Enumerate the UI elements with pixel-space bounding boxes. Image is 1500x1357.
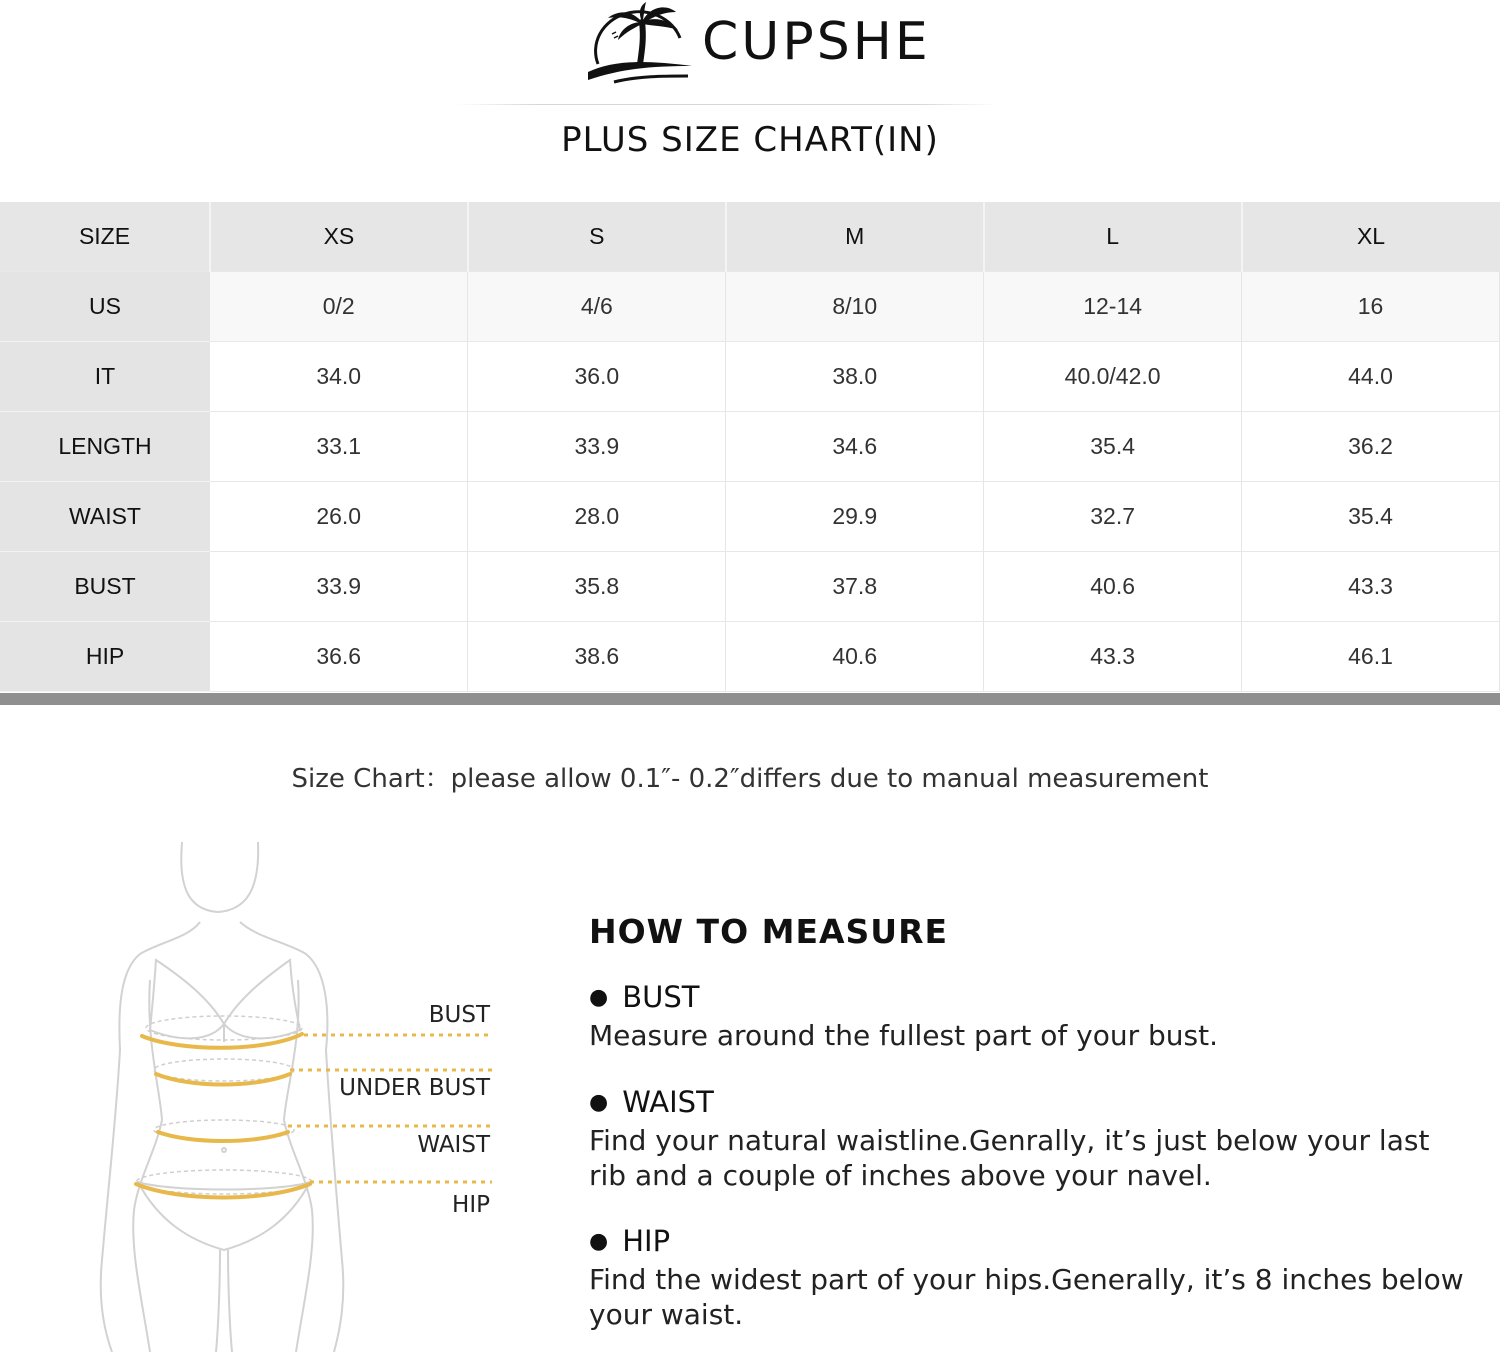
table-cell: 29.9 (726, 482, 984, 552)
palm-tree-island-icon (584, 2, 696, 86)
column-header: M (726, 202, 984, 272)
figure-label-hip: HIP (452, 1192, 490, 1218)
table-row (0, 552, 1500, 622)
table-cell: 34.6 (726, 412, 984, 482)
row-label: BUST (0, 552, 210, 622)
measure-item-waist (589, 1085, 1469, 1193)
column-header: XL (1242, 202, 1500, 272)
row-label: HIP (0, 622, 210, 692)
table-cell: 35.4 (984, 412, 1242, 482)
table-row (0, 482, 1500, 552)
table-row (0, 342, 1500, 412)
body-measurement-figure (90, 830, 510, 1352)
measure-item-name: BUST (622, 980, 700, 1014)
table-cell: 33.9 (468, 412, 726, 482)
column-header: L (984, 202, 1242, 272)
table-row (0, 622, 1500, 692)
table-cell: 38.6 (468, 622, 726, 692)
table-cell: 36.6 (210, 622, 468, 692)
measurement-note: Size Chart：please allow 0.1″- 0.2″differs due to manual measurement (291, 764, 1209, 794)
table-cell: 43.3 (984, 622, 1242, 692)
table-cell: 33.9 (210, 552, 468, 622)
measure-item-text: Measure around the fullest part of your bust. (589, 1019, 1219, 1052)
row-label: WAIST (0, 482, 210, 552)
table-cell: 8/10 (726, 272, 984, 342)
table-cell: 34.0 (210, 342, 468, 412)
section-title: HOW TO MEASURE (589, 912, 949, 951)
brand-name: CUPSHE (702, 12, 931, 72)
table-cell: 40.6 (984, 552, 1242, 622)
table-cell: 36.0 (468, 342, 726, 412)
row-label: US (0, 272, 210, 342)
column-header: S (468, 202, 726, 272)
measure-item-text: Find the widest part of your hips.Generally, it’s 8 inches below your waist. (589, 1263, 1464, 1331)
bullet-icon: ● (589, 1229, 609, 1254)
row-label: LENGTH (0, 412, 210, 482)
measure-item-hip (589, 1224, 1469, 1332)
how-to-measure-section (589, 912, 1469, 1331)
table-cell: 32.7 (984, 482, 1242, 552)
table-cell: 37.8 (726, 552, 984, 622)
table-cell: 33.1 (210, 412, 468, 482)
measure-item-text: Find your natural waistline.Genrally, it’s just below your last rib and a couple of inches above your navel. (589, 1124, 1430, 1192)
table-cell: 26.0 (210, 482, 468, 552)
table-header-row (0, 202, 1500, 272)
size-chart-table (0, 202, 1500, 692)
table-cell: 36.2 (1242, 412, 1500, 482)
table-cell: 44.0 (1242, 342, 1500, 412)
figure-label-waist: WAIST (417, 1132, 490, 1158)
table-cell: 43.3 (1242, 552, 1500, 622)
table-cell: 40.0/42.0 (984, 342, 1242, 412)
table-row (0, 412, 1500, 482)
bullet-icon: ● (589, 985, 609, 1010)
figure-label-under-bust: UNDER BUST (339, 1075, 490, 1101)
page-title: PLUS SIZE CHART(IN) (561, 120, 939, 160)
table-cell: 38.0 (726, 342, 984, 412)
table-cell: 28.0 (468, 482, 726, 552)
column-header-size: SIZE (0, 202, 210, 272)
bullet-icon: ● (589, 1090, 609, 1115)
table-cell: 16 (1242, 272, 1500, 342)
table-cell: 0/2 (210, 272, 468, 342)
table-cell: 46.1 (1242, 622, 1500, 692)
table-bottom-bar (0, 693, 1500, 705)
table-cell: 35.8 (468, 552, 726, 622)
row-label: IT (0, 342, 210, 412)
table-cell: 35.4 (1242, 482, 1500, 552)
measure-item-bust (589, 980, 1469, 1053)
column-header: XS (210, 202, 468, 272)
brand-logo (584, 2, 931, 86)
table-row (0, 272, 1500, 342)
measure-item-name: WAIST (622, 1085, 714, 1119)
table-cell: 12-14 (984, 272, 1242, 342)
figure-label-bust: BUST (428, 1002, 490, 1028)
title-divider (456, 104, 998, 105)
table-cell: 4/6 (468, 272, 726, 342)
table-cell: 40.6 (726, 622, 984, 692)
measure-item-name: HIP (622, 1224, 671, 1258)
